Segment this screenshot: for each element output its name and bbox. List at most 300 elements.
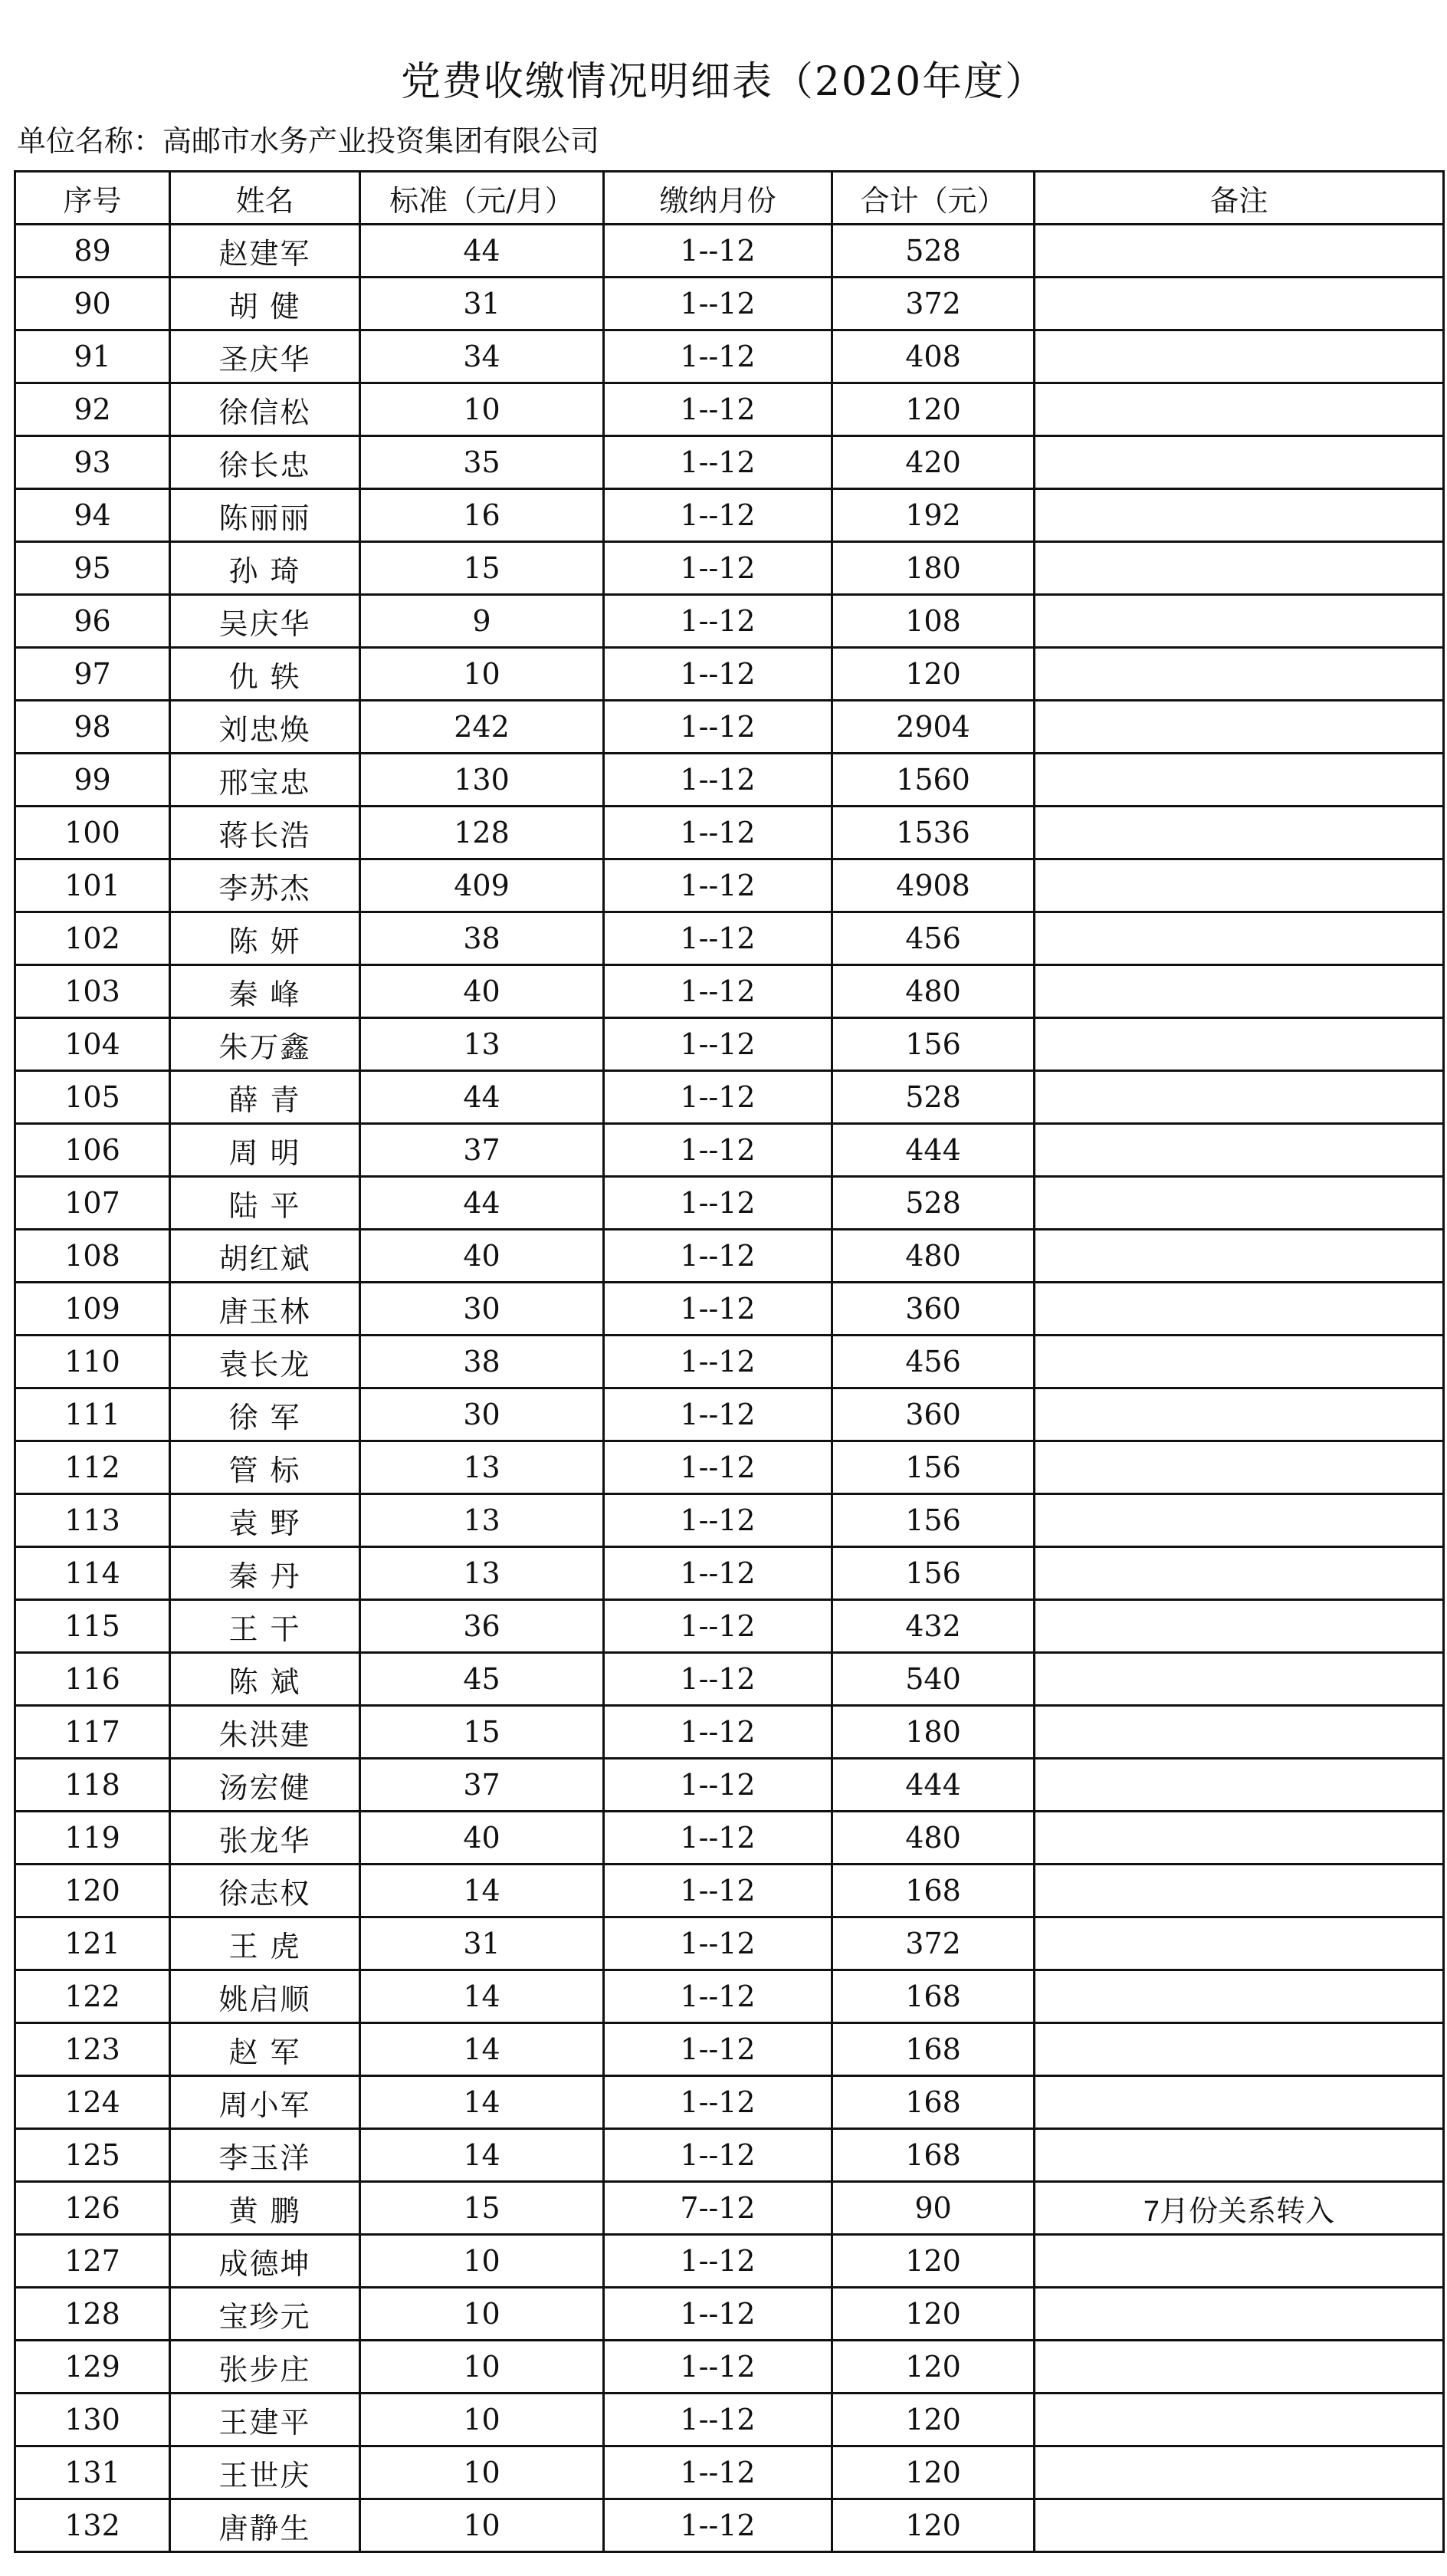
cell-name: 吴庆华 <box>170 595 360 648</box>
table-row <box>15 2076 1444 2129</box>
cell-months: 1--12 <box>604 278 832 330</box>
cell-months: 1--12 <box>604 2341 832 2394</box>
cell-total: 372 <box>832 278 1035 330</box>
cell-name: 管 标 <box>170 1441 360 1494</box>
cell-serial-no: 128 <box>15 2288 170 2341</box>
table-row <box>15 1865 1444 1917</box>
cell-months: 1--12 <box>604 1283 832 1336</box>
cell-name: 仇 轶 <box>170 648 360 701</box>
cell-name: 陈丽丽 <box>170 489 360 542</box>
cell-name: 孙 琦 <box>170 542 360 595</box>
cell-months: 1--12 <box>604 1759 832 1812</box>
cell-name: 胡红斌 <box>170 1230 360 1283</box>
cell-serial-no: 112 <box>15 1441 170 1494</box>
table-row <box>15 1600 1444 1653</box>
cell-total: 156 <box>832 1547 1035 1600</box>
cell-total: 120 <box>832 2341 1035 2394</box>
cell-months: 1--12 <box>604 754 832 807</box>
cell-remarks <box>1035 595 1444 648</box>
cell-months: 1--12 <box>604 436 832 489</box>
cell-serial-no: 115 <box>15 1600 170 1653</box>
table-row <box>15 1706 1444 1759</box>
header-name: 姓名 <box>170 172 360 225</box>
cell-name: 徐信松 <box>170 383 360 436</box>
cell-name: 胡 健 <box>170 278 360 330</box>
cell-remarks <box>1035 330 1444 383</box>
cell-serial-no: 108 <box>15 1230 170 1283</box>
cell-name: 秦 峰 <box>170 965 360 1018</box>
cell-standard: 15 <box>360 2182 604 2235</box>
cell-standard: 10 <box>360 648 604 701</box>
cell-months: 1--12 <box>604 595 832 648</box>
cell-serial-no: 119 <box>15 1812 170 1865</box>
table-row <box>15 807 1444 859</box>
cell-serial-no: 98 <box>15 701 170 754</box>
cell-name: 赵建军 <box>170 225 360 278</box>
table-row <box>15 754 1444 807</box>
cell-months: 1--12 <box>604 1970 832 2023</box>
cell-remarks <box>1035 383 1444 436</box>
cell-remarks <box>1035 2288 1444 2341</box>
cell-months: 1--12 <box>604 1547 832 1600</box>
cell-remarks <box>1035 1653 1444 1706</box>
cell-name: 徐志权 <box>170 1865 360 1917</box>
cell-remarks <box>1035 1124 1444 1177</box>
cell-name: 李玉洋 <box>170 2129 360 2182</box>
table-row <box>15 1653 1444 1706</box>
cell-total: 4908 <box>832 859 1035 912</box>
cell-name: 李苏杰 <box>170 859 360 912</box>
cell-months: 1--12 <box>604 2023 832 2076</box>
cell-total: 360 <box>832 1283 1035 1336</box>
cell-total: 360 <box>832 1388 1035 1441</box>
cell-serial-no: 95 <box>15 542 170 595</box>
table-row <box>15 648 1444 701</box>
table-row <box>15 330 1444 383</box>
cell-total: 480 <box>832 1230 1035 1283</box>
cell-serial-no: 114 <box>15 1547 170 1600</box>
cell-serial-no: 129 <box>15 2341 170 2394</box>
cell-remarks <box>1035 225 1444 278</box>
cell-standard: 9 <box>360 595 604 648</box>
cell-name: 朱万鑫 <box>170 1018 360 1071</box>
cell-standard: 10 <box>360 2341 604 2394</box>
cell-remarks <box>1035 965 1444 1018</box>
cell-total: 90 <box>832 2182 1035 2235</box>
cell-months: 1--12 <box>604 2076 832 2129</box>
cell-standard: 10 <box>360 2499 604 2552</box>
cell-remarks <box>1035 1600 1444 1653</box>
cell-remarks <box>1035 2394 1444 2446</box>
cell-total: 120 <box>832 648 1035 701</box>
cell-standard: 44 <box>360 1177 604 1230</box>
cell-serial-no: 91 <box>15 330 170 383</box>
cell-name: 王建平 <box>170 2394 360 2446</box>
cell-total: 372 <box>832 1917 1035 1970</box>
cell-months: 1--12 <box>604 2288 832 2341</box>
cell-total: 168 <box>832 1970 1035 2023</box>
cell-total: 120 <box>832 2235 1035 2288</box>
cell-months: 1--12 <box>604 859 832 912</box>
cell-name: 邢宝忠 <box>170 754 360 807</box>
cell-name: 姚启顺 <box>170 1970 360 2023</box>
cell-remarks <box>1035 1230 1444 1283</box>
cell-serial-no: 125 <box>15 2129 170 2182</box>
cell-name: 陆 平 <box>170 1177 360 1230</box>
cell-serial-no: 97 <box>15 648 170 701</box>
table-row <box>15 1336 1444 1388</box>
cell-standard: 10 <box>360 2446 604 2499</box>
cell-standard: 14 <box>360 2129 604 2182</box>
cell-months: 1--12 <box>604 1018 832 1071</box>
cell-total: 456 <box>832 1336 1035 1388</box>
cell-serial-no: 107 <box>15 1177 170 1230</box>
table-row <box>15 2023 1444 2076</box>
cell-standard: 409 <box>360 859 604 912</box>
cell-name: 唐玉林 <box>170 1283 360 1336</box>
table-row <box>15 859 1444 912</box>
table-row <box>15 436 1444 489</box>
cell-remarks <box>1035 2341 1444 2394</box>
cell-months: 7--12 <box>604 2182 832 2235</box>
cell-standard: 13 <box>360 1494 604 1547</box>
cell-serial-no: 100 <box>15 807 170 859</box>
cell-standard: 44 <box>360 225 604 278</box>
header-standard: 标准（元/月） <box>360 172 604 225</box>
cell-name: 徐 军 <box>170 1388 360 1441</box>
cell-months: 1--12 <box>604 542 832 595</box>
cell-total: 120 <box>832 383 1035 436</box>
cell-months: 1--12 <box>604 225 832 278</box>
cell-months: 1--12 <box>604 648 832 701</box>
cell-remarks <box>1035 1865 1444 1917</box>
cell-standard: 15 <box>360 542 604 595</box>
cell-total: 108 <box>832 595 1035 648</box>
table-row <box>15 383 1444 436</box>
table-row <box>15 1283 1444 1336</box>
cell-serial-no: 123 <box>15 2023 170 2076</box>
cell-total: 120 <box>832 2446 1035 2499</box>
cell-standard: 128 <box>360 807 604 859</box>
cell-months: 1--12 <box>604 1124 832 1177</box>
table-row <box>15 965 1444 1018</box>
cell-serial-no: 90 <box>15 278 170 330</box>
cell-standard: 15 <box>360 1706 604 1759</box>
cell-total: 120 <box>832 2288 1035 2341</box>
table-row <box>15 225 1444 278</box>
cell-total: 168 <box>832 2023 1035 2076</box>
cell-standard: 13 <box>360 1547 604 1600</box>
cell-total: 156 <box>832 1441 1035 1494</box>
cell-total: 168 <box>832 1865 1035 1917</box>
header-row <box>15 172 1444 225</box>
cell-remarks <box>1035 1547 1444 1600</box>
cell-name: 周小军 <box>170 2076 360 2129</box>
cell-total: 168 <box>832 2076 1035 2129</box>
cell-total: 528 <box>832 1177 1035 1230</box>
table-row <box>15 2446 1444 2499</box>
cell-serial-no: 127 <box>15 2235 170 2288</box>
cell-months: 1--12 <box>604 330 832 383</box>
cell-standard: 38 <box>360 1336 604 1388</box>
cell-serial-no: 132 <box>15 2499 170 2552</box>
cell-remarks <box>1035 1018 1444 1071</box>
cell-months: 1--12 <box>604 2235 832 2288</box>
cell-name: 张龙华 <box>170 1812 360 1865</box>
table-row <box>15 1071 1444 1124</box>
cell-serial-no: 102 <box>15 912 170 965</box>
cell-months: 1--12 <box>604 1071 832 1124</box>
table-row <box>15 912 1444 965</box>
cell-standard: 10 <box>360 383 604 436</box>
cell-total: 480 <box>832 965 1035 1018</box>
cell-standard: 10 <box>360 2235 604 2288</box>
cell-months: 1--12 <box>604 1865 832 1917</box>
cell-serial-no: 110 <box>15 1336 170 1388</box>
cell-standard: 40 <box>360 965 604 1018</box>
cell-months: 1--12 <box>604 912 832 965</box>
cell-standard: 30 <box>360 1283 604 1336</box>
cell-name: 成德坤 <box>170 2235 360 2288</box>
cell-name: 刘忠焕 <box>170 701 360 754</box>
cell-serial-no: 93 <box>15 436 170 489</box>
table-body <box>15 225 1444 2552</box>
cell-remarks <box>1035 2235 1444 2288</box>
cell-serial-no: 118 <box>15 1759 170 1812</box>
cell-remarks <box>1035 2076 1444 2129</box>
cell-standard: 10 <box>360 2394 604 2446</box>
table-row <box>15 1970 1444 2023</box>
dues-table <box>14 170 1445 2553</box>
cell-name: 唐静生 <box>170 2499 360 2552</box>
cell-standard: 34 <box>360 330 604 383</box>
cell-serial-no: 106 <box>15 1124 170 1177</box>
table-row <box>15 1494 1444 1547</box>
cell-name: 黄 鹏 <box>170 2182 360 2235</box>
cell-serial-no: 124 <box>15 2076 170 2129</box>
cell-months: 1--12 <box>604 1653 832 1706</box>
cell-serial-no: 111 <box>15 1388 170 1441</box>
cell-months: 1--12 <box>604 965 832 1018</box>
cell-standard: 130 <box>360 754 604 807</box>
cell-serial-no: 131 <box>15 2446 170 2499</box>
cell-remarks <box>1035 2446 1444 2499</box>
cell-months: 1--12 <box>604 1336 832 1388</box>
cell-months: 1--12 <box>604 1917 832 1970</box>
cell-serial-no: 99 <box>15 754 170 807</box>
cell-remarks <box>1035 912 1444 965</box>
cell-total: 2904 <box>832 701 1035 754</box>
table-row <box>15 1388 1444 1441</box>
cell-serial-no: 109 <box>15 1283 170 1336</box>
cell-total: 420 <box>832 436 1035 489</box>
cell-standard: 14 <box>360 1865 604 1917</box>
cell-total: 444 <box>832 1124 1035 1177</box>
cell-name: 蒋长浩 <box>170 807 360 859</box>
cell-remarks <box>1035 2129 1444 2182</box>
cell-name: 袁长龙 <box>170 1336 360 1388</box>
cell-remarks <box>1035 1494 1444 1547</box>
cell-remarks <box>1035 859 1444 912</box>
cell-remarks <box>1035 1283 1444 1336</box>
cell-remarks <box>1035 807 1444 859</box>
table-row <box>15 2129 1444 2182</box>
cell-standard: 38 <box>360 912 604 965</box>
table-header <box>15 172 1444 225</box>
cell-standard: 30 <box>360 1388 604 1441</box>
cell-remarks <box>1035 1706 1444 1759</box>
header-months: 缴纳月份 <box>604 172 832 225</box>
table-row <box>15 1018 1444 1071</box>
cell-serial-no: 89 <box>15 225 170 278</box>
table-row <box>15 1547 1444 1600</box>
table-row <box>15 1177 1444 1230</box>
cell-serial-no: 121 <box>15 1917 170 1970</box>
cell-serial-no: 105 <box>15 1071 170 1124</box>
cell-months: 1--12 <box>604 1441 832 1494</box>
cell-remarks <box>1035 701 1444 754</box>
cell-standard: 40 <box>360 1230 604 1283</box>
cell-remarks <box>1035 489 1444 542</box>
cell-standard: 14 <box>360 1970 604 2023</box>
cell-remarks <box>1035 648 1444 701</box>
table-row <box>15 2288 1444 2341</box>
cell-total: 168 <box>832 2129 1035 2182</box>
cell-months: 1--12 <box>604 701 832 754</box>
cell-months: 1--12 <box>604 1177 832 1230</box>
cell-standard: 40 <box>360 1812 604 1865</box>
table-row <box>15 595 1444 648</box>
table-row <box>15 2235 1444 2288</box>
cell-remarks <box>1035 1071 1444 1124</box>
cell-remarks <box>1035 1441 1444 1494</box>
cell-total: 192 <box>832 489 1035 542</box>
cell-standard: 13 <box>360 1441 604 1494</box>
cell-name: 薛 青 <box>170 1071 360 1124</box>
cell-name: 王 虎 <box>170 1917 360 1970</box>
cell-months: 1--12 <box>604 807 832 859</box>
cell-standard: 10 <box>360 2288 604 2341</box>
cell-standard: 37 <box>360 1759 604 1812</box>
table-row <box>15 701 1444 754</box>
cell-total: 408 <box>832 330 1035 383</box>
cell-serial-no: 94 <box>15 489 170 542</box>
cell-remarks: 7月份关系转入 <box>1035 2182 1444 2235</box>
cell-standard: 44 <box>360 1071 604 1124</box>
cell-serial-no: 104 <box>15 1018 170 1071</box>
table-row <box>15 489 1444 542</box>
cell-remarks <box>1035 1336 1444 1388</box>
cell-total: 1536 <box>832 807 1035 859</box>
cell-remarks <box>1035 278 1444 330</box>
cell-name: 周 明 <box>170 1124 360 1177</box>
cell-name: 宝珍元 <box>170 2288 360 2341</box>
unit-name-line: 单位名称：高邮市水务产业投资集团有限公司 <box>17 124 600 158</box>
cell-standard: 35 <box>360 436 604 489</box>
table-row <box>15 278 1444 330</box>
table-row <box>15 1230 1444 1283</box>
cell-serial-no: 126 <box>15 2182 170 2235</box>
header-serial-no: 序号 <box>15 172 170 225</box>
cell-name: 袁 野 <box>170 1494 360 1547</box>
table-row <box>15 2394 1444 2446</box>
cell-total: 156 <box>832 1018 1035 1071</box>
table-row <box>15 2182 1444 2235</box>
cell-serial-no: 116 <box>15 1653 170 1706</box>
cell-serial-no: 101 <box>15 859 170 912</box>
cell-standard: 13 <box>360 1018 604 1071</box>
cell-total: 540 <box>832 1653 1035 1706</box>
cell-total: 120 <box>832 2394 1035 2446</box>
cell-serial-no: 113 <box>15 1494 170 1547</box>
cell-standard: 37 <box>360 1124 604 1177</box>
table-row <box>15 2341 1444 2394</box>
cell-remarks <box>1035 1970 1444 2023</box>
cell-name: 朱洪建 <box>170 1706 360 1759</box>
table-row <box>15 2499 1444 2552</box>
cell-standard: 36 <box>360 1600 604 1653</box>
cell-name: 圣庆华 <box>170 330 360 383</box>
cell-standard: 31 <box>360 1917 604 1970</box>
table-row <box>15 1812 1444 1865</box>
cell-standard: 242 <box>360 701 604 754</box>
cell-total: 180 <box>832 1706 1035 1759</box>
header-remarks: 备注 <box>1035 172 1444 225</box>
cell-months: 1--12 <box>604 1388 832 1441</box>
cell-remarks <box>1035 1759 1444 1812</box>
cell-months: 1--12 <box>604 2129 832 2182</box>
cell-remarks <box>1035 436 1444 489</box>
cell-standard: 31 <box>360 278 604 330</box>
table-row <box>15 542 1444 595</box>
cell-serial-no: 130 <box>15 2394 170 2446</box>
cell-months: 1--12 <box>604 2394 832 2446</box>
cell-serial-no: 122 <box>15 1970 170 2023</box>
document-title: 党费收缴情况明细表（2020年度） <box>400 59 1047 105</box>
cell-total: 456 <box>832 912 1035 965</box>
cell-standard: 14 <box>360 2023 604 2076</box>
cell-months: 1--12 <box>604 1230 832 1283</box>
cell-remarks <box>1035 1177 1444 1230</box>
cell-months: 1--12 <box>604 1494 832 1547</box>
cell-serial-no: 92 <box>15 383 170 436</box>
table-row <box>15 1917 1444 1970</box>
cell-total: 444 <box>832 1759 1035 1812</box>
cell-remarks <box>1035 754 1444 807</box>
cell-months: 1--12 <box>604 383 832 436</box>
table-row <box>15 1759 1444 1812</box>
cell-remarks <box>1035 2499 1444 2552</box>
cell-total: 1560 <box>832 754 1035 807</box>
cell-name: 陈 妍 <box>170 912 360 965</box>
cell-standard: 14 <box>360 2076 604 2129</box>
cell-total: 528 <box>832 225 1035 278</box>
cell-serial-no: 120 <box>15 1865 170 1917</box>
cell-months: 1--12 <box>604 2446 832 2499</box>
cell-standard: 45 <box>360 1653 604 1706</box>
table-row <box>15 1124 1444 1177</box>
cell-serial-no: 96 <box>15 595 170 648</box>
cell-months: 1--12 <box>604 1812 832 1865</box>
cell-total: 528 <box>832 1071 1035 1124</box>
cell-name: 王世庆 <box>170 2446 360 2499</box>
cell-name: 秦 丹 <box>170 1547 360 1600</box>
table-row <box>15 1441 1444 1494</box>
cell-name: 赵 军 <box>170 2023 360 2076</box>
cell-months: 1--12 <box>604 1706 832 1759</box>
cell-total: 120 <box>832 2499 1035 2552</box>
cell-remarks <box>1035 542 1444 595</box>
